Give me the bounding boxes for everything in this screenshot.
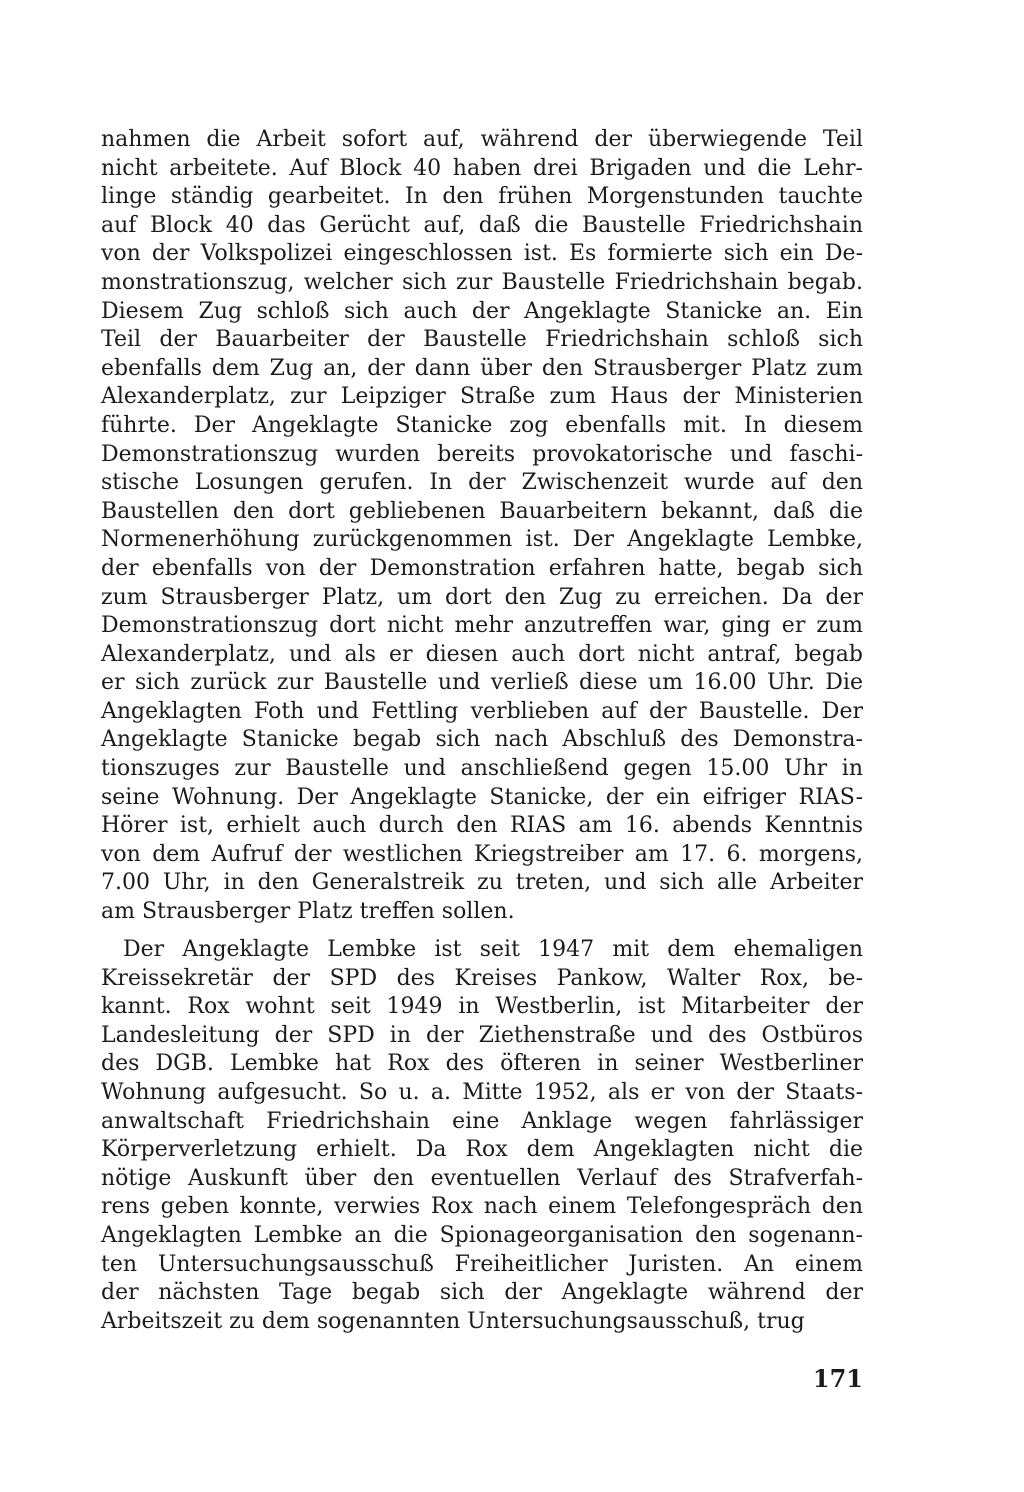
text-line: führte. Der Angeklagte Stanicke zog ebenfalls mit. In diesem — [101, 412, 863, 438]
text-line: von dem Aufruf der westlichen Kriegstreiber am 17. 6. morgens, — [101, 841, 863, 867]
text-line: Hörer ist, erhielt auch durch den RIAS am 16. abends Kenntnis — [101, 813, 863, 839]
text-line: Diesem Zug schloß sich auch der Angeklagte Stanicke an. Ein — [101, 298, 863, 324]
text-line: Körperverletzung erhielt. Da Rox dem Angeklagten nicht die — [101, 1137, 863, 1163]
text-line: der ebenfalls von der Demonstration erfahren hatte, begab sich — [101, 555, 863, 581]
text-line: nahmen die Arbeit sofort auf, während der überwiegende Teil — [101, 127, 863, 152]
text-line: ten Untersuchungsausschuß Freiheitlicher Juristen. An einem — [101, 1251, 863, 1277]
text-line: nicht arbeitete. Auf Block 40 haben drei Brigaden und die Lehr- — [101, 155, 863, 181]
text-line: linge ständig gearbeitet. In den frühen Morgenstunden tauchte — [101, 184, 863, 210]
text-line: Alexanderplatz, und als er diesen auch dort nicht antraf, begab — [101, 641, 863, 667]
text-line: Teil der Bauarbeiter der Baustelle Friedrichshain schloß sich — [101, 327, 863, 353]
text-line: Angeklagte Stanicke begab sich nach Abschluß des Demonstra- — [101, 727, 863, 753]
text-line: zum Strausberger Platz, um dort den Zug zu erreichen. Da der — [101, 584, 863, 610]
paragraph-2 — [101, 936, 863, 1336]
text-line: ebenfalls dem Zug an, der dann über den Strausberger Platz zum — [101, 355, 863, 381]
text-line: Demonstrationszug dort nicht mehr anzutreffen war, ging er zum — [101, 613, 863, 639]
text-line: er sich zurück zur Baustelle und verließ diese um 16.00 Uhr. Die — [101, 670, 863, 696]
text-line: von der Volkspolizei eingeschlossen ist. Es formierte sich ein De- — [101, 241, 863, 267]
text-line: auf Block 40 das Gerücht auf, daß die Baustelle Friedrichshain — [101, 212, 863, 238]
text-line: Arbeitszeit zu dem sogenannten Untersuchungsausschuß, trug — [101, 1308, 805, 1334]
text-line: Wohnung aufgesucht. So u. a. Mitte 1952, als er von der Staats- — [101, 1079, 863, 1105]
text-line: 7.00 Uhr, in den Generalstreik zu treten, und sich alle Arbeiter — [101, 870, 863, 896]
text-line: Normenerhöhung zurückgenommen ist. Der Angeklagte Lembke, — [101, 527, 863, 553]
text-line: Alexanderplatz, zur Leipziger Straße zum Haus der Ministerien — [101, 384, 863, 410]
text-line: stische Losungen gerufen. In der Zwischenzeit wurde auf den — [101, 470, 863, 496]
text-line: der nächsten Tage begab sich der Angeklagte während der — [101, 1280, 863, 1306]
text-line: Angeklagten Lembke an die Spionageorganisation den sogenann- — [101, 1222, 863, 1248]
text-line: seine Wohnung. Der Angeklagte Stanicke, der ein eifriger RIAS- — [101, 784, 863, 810]
text-line: Kreissekretär der SPD des Kreises Pankow, Walter Rox, be- — [101, 965, 863, 991]
text-line: des DGB. Lembke hat Rox des öfteren in seiner Westberliner — [101, 1051, 863, 1077]
paragraph-1 — [101, 126, 863, 927]
text-line: Demonstrationszug wurden bereits provokatorische und faschi- — [101, 441, 863, 467]
page-number: 171 — [812, 1364, 863, 1393]
text-line: anwaltschaft Friedrichshain eine Anklage wegen fahrlässiger — [101, 1108, 863, 1134]
text-line: kannt. Rox wohnt seit 1949 in Westberlin, ist Mitarbeiter der — [101, 994, 863, 1020]
text-line: nötige Auskunft über den eventuellen Verlauf des Strafverfah- — [101, 1165, 863, 1191]
text-line: Landesleitung der SPD in der Ziethenstraße und des Ostbüros — [101, 1022, 863, 1048]
text-line: monstrationszug, welcher sich zur Baustelle Friedrichshain begab. — [101, 269, 863, 295]
text-line: Der Angeklagte Lembke ist seit 1947 mit dem ehemaligen — [123, 937, 863, 962]
text-line: tionszuges zur Baustelle und anschließend gegen 15.00 Uhr in — [101, 756, 863, 782]
text-line: am Strausberger Platz treffen sollen. — [101, 899, 515, 925]
text-line: Baustellen den dort gebliebenen Bauarbeitern bekannt, daß die — [101, 498, 863, 524]
text-line: Angeklagten Foth und Fettling verblieben auf der Baustelle. Der — [101, 698, 863, 724]
text-line: rens geben konnte, verwies Rox nach einem Telefongespräch den — [101, 1194, 863, 1220]
